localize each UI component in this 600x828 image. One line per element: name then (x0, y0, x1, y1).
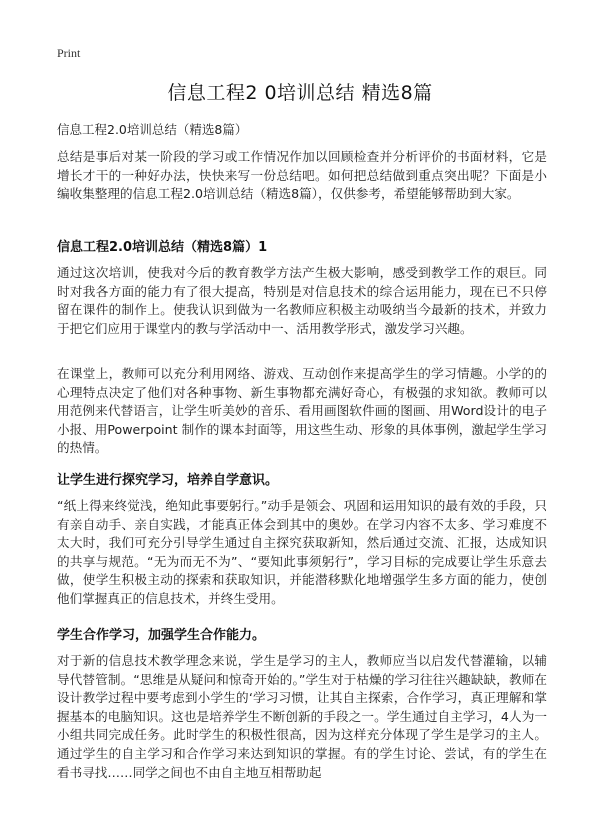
print-label[interactable]: Print (57, 46, 81, 60)
section-3-paragraph-1: 对于新的信息技术教学理念来说，学生是学习的主人，教师应当以启发代替灌输，以辅导代替管制。“思维是从疑问和惊奇开始的。”学生对于枯燥的学习往往兴趣缺缺，教师在设计教学过程中要考虑到小学生的‘学习习惯，让其自主探索，合作学习，真正理解和掌握基本的电脑知识。这也是培养学生不断创新的手段之一。学生通过自主学习，4人为一小组共同完成任务。此时学生的积极性很高，因为这样充分体现了学生是学习的主人。通过学生的自主学习和合作学习来达到知识的掌握。有的学生讨论、尝试，有的学生在看书寻找……同学之间也不由自主地互相帮助起 (57, 653, 547, 780)
section-2-paragraph-1: “纸上得来终觉浅，绝知此事要躬行。”动手是领会、巩固和运用知识的最有效的手段，只有亲自动手、亲自实践，才能真正体会到其中的奥妙。在学习内容不太多、学习难度不太大时，我们可充分引导学生通过自主探究获取新知，然后通过交流、汇报，达成知识的共享与规范。“无为而无不为”、“要知此事须躬行”，学习目标的完成要让学生乐意去做，使学生积极主动的探索和获取知识，并能潜移默化地增强学生多方面的能力，使创他们掌握真正的信息技术，并终生受用。 (57, 498, 547, 606)
section-3-heading: 学生合作学习，加强学生合作能力。 (57, 628, 266, 643)
document-subtitle: 信息工程2.0培训总结（精选8篇） (57, 122, 248, 137)
document-title: 信息工程2 0培训总结 精选8篇 (167, 82, 433, 104)
section-1-paragraph-2: 在课堂上，教师可以充分利用网络、游戏、互动创作来提高学生的学习情趣。小学的的心理特点决定了他们对各种事物、新生事物都充满好奇心，有极强的求知欲。教师可以用范例来代替语言，让学生听美妙的音乐、看用画图软件画的图画、用Word设计的电子小报、用Powerpoint 制作的课本封面等，用这些生动、形象的具体事例，激起学生学习的热情。 (57, 366, 547, 456)
section-1-paragraph-1: 通过这次培训，使我对今后的教育教学方法产生极大影响，感受到教学工作的艰巨。同时对我各方面的能力有了很大提高，特别是对信息技术的综合运用能力，现在已不只停留在课件的制作上。使我认识到做为一名教师应积极主动吸纳当今最新的技术，并致力于把它们应用于课堂内的教与学活动中一、活用教学形式，激发学习兴趣。 (57, 265, 547, 336)
section-2-heading: 让学生进行探究学习，培养自学意识。 (57, 473, 279, 488)
section-1-heading: 信息工程2.0培训总结（精选8篇）1 (57, 240, 268, 255)
intro-paragraph: 总结是事后对某一阶段的学习或工作情况作加以回顾检查并分析评价的书面材料，它是增长才干的一种好办法，快快来写一份总结吧。如何把总结做到重点突出呢？下面是小编收集整理的信息工程2.0培训总结（精选8篇），仅供参考，希望能够帮助到大家。 (57, 149, 547, 202)
